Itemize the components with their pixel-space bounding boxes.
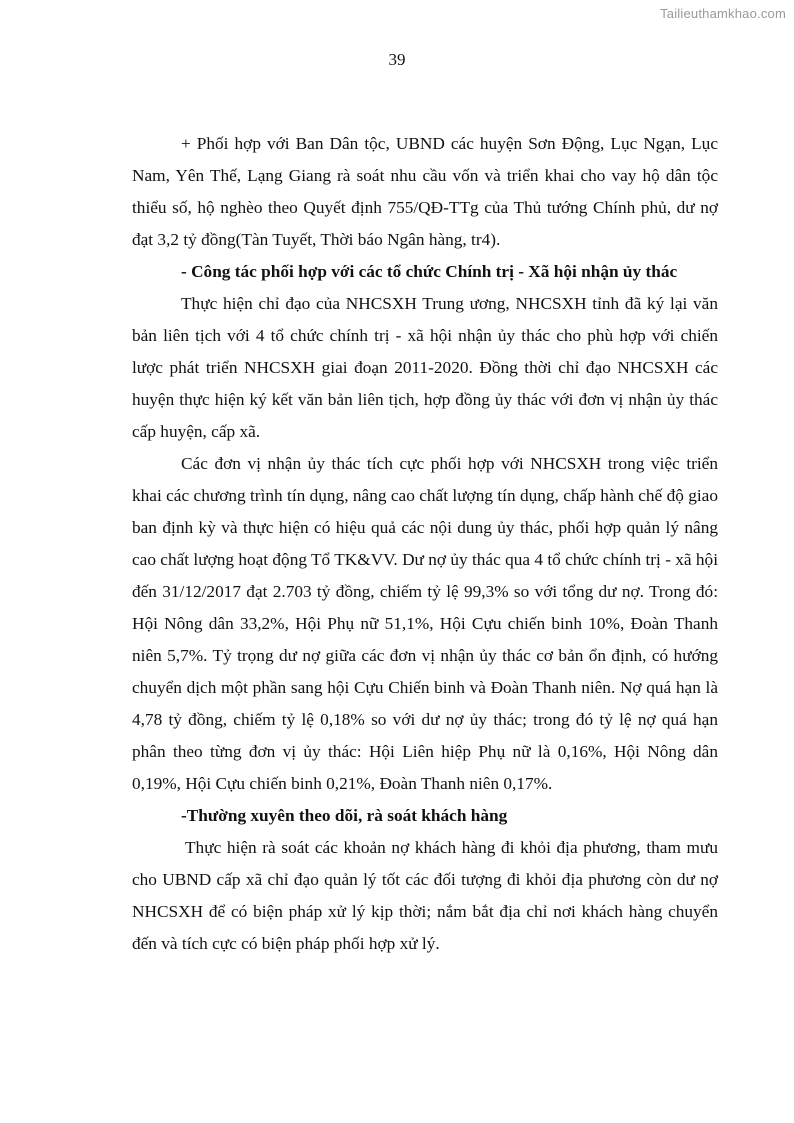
page-number: 39 [388,50,406,69]
paragraph-joint-documents: Thực hiện chỉ đạo của NHCSXH Trung ương, NHCSXH tỉnh đã ký lại văn bản liên tịch với 4 tổ chức chính trị - xã hội nhận ủy thác cho phù hợp với chiến lược phát triển NHCSXH giai đoạn 2011-2020. Đồng thời chỉ đạo NHCSXH các huyện thực hiện ký kết văn bản liên tịch, hợp đồng ủy thác với đơn vị nhận ủy thác cấp huyện, cấp xã. [132,294,718,441]
section-heading-customer-monitoring: -Thường xuyên theo dõi, rà soát khách hàng [181,806,508,825]
paragraph-coordination-ethnic-committee: + Phối hợp với Ban Dân tộc, UBND các huyện Sơn Động, Lục Ngạn, Lục Nam, Yên Thế, Lạng Giang rà soát nhu cầu vốn và triển khai cho vay hộ dân tộc thiểu số, hộ nghèo theo Quyết định 755/QĐ-TTg của Thủ tướng Chính phủ, dư nợ đạt 3,2 tỷ đồng(Tàn Tuyết, Thời báo Ngân hàng, tr4). [132,134,718,249]
paragraph-debt-review: Thực hiện rà soát các khoản nợ khách hàng đi khỏi địa phương, tham mưu cho UBND cấp xã chỉ đạo quản lý tốt các đối tượng đi khỏi địa phương còn dư nợ NHCSXH để có biện pháp xử lý kịp thời; nắm bắt địa chỉ nơi khách hàng chuyển đến và tích cực có biện pháp phối hợp xử lý. [132,838,718,953]
watermark: Tailieuthamkhao.com [660,6,786,21]
section-heading-political-social-organizations: - Công tác phối hợp với các tổ chức Chính trị - Xã hội nhận ủy thác [181,262,678,281]
document-body [132,128,718,960]
paragraph-entrusted-units: Các đơn vị nhận ủy thác tích cực phối hợp với NHCSXH trong việc triển khai các chương trình tín dụng, nâng cao chất lượng tín dụng, chấp hành chế độ giao ban định kỳ và thực hiện có hiệu quả các nội dung ủy thác, phối hợp quản lý nâng cao chất lượng hoạt động Tổ TK&VV. Dư nợ ủy thác qua 4 tổ chức chính trị - xã hội đến 31/12/2017 đạt 2.703 tỷ đồng, chiếm tỷ lệ 99,3% so với tổng dư nợ. Trong đó: Hội Nông dân 33,2%, Hội Phụ nữ 51,1%, Hội Cựu chiến binh 10%, Đoàn Thanh niên 5,7%. Tỷ trọng dư nợ giữa các đơn vị nhận ủy thác cơ bản ổn định, có hướng chuyển dịch một phần sang hội Cựu Chiến binh và Đoàn Thanh niên. Nợ quá hạn là 4,78 tỷ đồng, chiếm tỷ lệ 0,18% so với dư nợ ủy thác; trong đó tỷ lệ nợ quá hạn phân theo từng đơn vị ủy thác: Hội Liên hiệp Phụ nữ là 0,16%, Hội Nông dân 0,19%, Hội Cựu chiến binh 0,21%, Đoàn Thanh niên 0,17%. [132,454,718,793]
